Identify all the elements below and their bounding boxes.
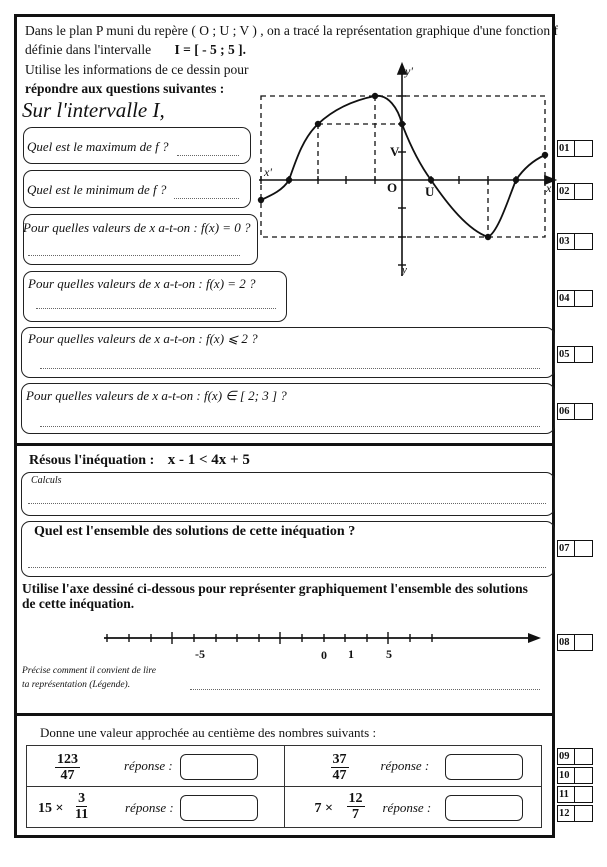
question-box-06 [21, 383, 555, 434]
reponse-label: réponse : [382, 800, 432, 815]
calculs-box [21, 472, 555, 516]
score-cell[interactable] [575, 290, 593, 307]
question-text: Quel est le minimum de f ? [27, 182, 167, 197]
score-cell[interactable] [575, 786, 593, 803]
answer-field[interactable] [36, 308, 276, 309]
inequation-prompt [29, 452, 250, 469]
approx-cell-11 [27, 787, 285, 828]
axis-instruction: Utilise l'axe dessiné ci-dessous pour représenter graphiquement l'ensemble des solutions de cette inéquation. [22, 581, 528, 611]
answer-input-10[interactable] [445, 754, 523, 780]
unit-x-label: U [425, 184, 435, 199]
approx-instruction: Donne une valeur approchée au centième des nombres suivants : [40, 725, 377, 740]
reponse-label: réponse : [125, 800, 174, 815]
approx-cell-10 [284, 746, 542, 787]
y-axis-bottom-label: y [402, 264, 407, 276]
question-text: Quel est l'ensemble des solutions de cette inéquation ? [34, 524, 356, 539]
score-box-02: 02 [557, 183, 595, 200]
section-heading: Sur l'intervalle I, [22, 98, 165, 122]
score-cell[interactable] [575, 805, 593, 822]
calculs-field[interactable] [28, 503, 546, 504]
question-text: Pour quelles valeurs de x a-t-on : f(x) ⩽ 2 ? [28, 331, 258, 346]
interval-definition: I = [ - 5 ; 5 ]. [174, 42, 246, 57]
score-box-05: 05 [557, 346, 595, 363]
score-box-07: 07 [557, 540, 595, 557]
fraction: $\frac{3}{11}$ [75, 791, 89, 822]
calculs-label: Calculs [31, 475, 62, 486]
score-box-04: 04 [557, 290, 595, 307]
section-divider [14, 443, 555, 446]
question-box-02 [23, 170, 251, 208]
question-text: Pour quelles valeurs de x a-t-on : f(x) = 0 ? [23, 220, 251, 235]
question-text: Pour quelles valeurs de x a-t-on : f(x) = 2 ? [28, 276, 256, 291]
question-text: Pour quelles valeurs de x a-t-on : f(x) ∈ [ 2; 3 ] ? [26, 388, 287, 403]
approx-cell-09 [27, 746, 285, 787]
score-box-10: 10 [557, 767, 595, 784]
intro-line-3: Utilise les informations de ce dessin pour [25, 62, 249, 77]
legend-instruction [22, 664, 156, 692]
score-box-11: 11 [557, 786, 595, 803]
curve-points [258, 93, 548, 240]
answer-field[interactable] [174, 198, 239, 199]
number-line-label: -5 [195, 647, 205, 661]
fraction: $\frac{37}{47}$ [332, 752, 347, 783]
intro-line-4: répondre aux questions suivantes : [25, 81, 225, 96]
inequation-expression: x - 1 < 4x + 5 [167, 452, 250, 468]
multiplier: 15 × [38, 801, 64, 816]
x-axis-right-label: x [546, 181, 552, 195]
score-cell[interactable] [575, 748, 593, 765]
inequation-label: Résous l'inéquation : [29, 453, 155, 468]
section-divider [14, 713, 555, 716]
question-box-04 [23, 271, 287, 322]
unit-y-label: V [390, 144, 400, 159]
y-axis-label: y' [405, 64, 413, 78]
approx-table [26, 745, 542, 828]
x-axis-left-label: x' [264, 165, 272, 179]
score-box-03: 03 [557, 233, 595, 250]
question-box-03 [23, 214, 258, 265]
legend-line-2: ta représentation (Légende). [22, 680, 131, 690]
function-graph [250, 60, 560, 290]
score-cell[interactable] [575, 183, 593, 200]
score-cell[interactable] [575, 634, 593, 651]
reponse-label: réponse : [124, 758, 173, 773]
answer-input-11[interactable] [180, 795, 258, 821]
multiplier: 7 × [314, 801, 333, 816]
intro-line-2-prefix: définie dans l'intervalle [25, 42, 152, 57]
score-cell[interactable] [575, 540, 593, 557]
fraction: $\frac{123}{47}$ [57, 752, 78, 783]
origin-label: O [387, 180, 398, 195]
answer-field[interactable] [28, 567, 546, 568]
score-cell[interactable] [575, 403, 593, 420]
function-curve [261, 96, 545, 237]
answer-field[interactable] [177, 155, 239, 156]
score-cell[interactable] [575, 346, 593, 363]
answer-field[interactable] [40, 426, 540, 427]
approx-cell-12 [284, 787, 542, 828]
fraction: $\frac{12}{7}$ [348, 791, 363, 822]
legend-line-1: Précise comment il convient de lire [22, 666, 156, 676]
number-line-label: 1 [348, 647, 354, 661]
answer-input-09[interactable] [180, 754, 258, 780]
answer-input-12[interactable] [445, 795, 523, 821]
question-box-07 [21, 521, 555, 577]
score-cell[interactable] [575, 233, 593, 250]
question-box-01 [23, 127, 251, 164]
number-line-label: 5 [386, 647, 392, 661]
legend-field[interactable] [190, 689, 540, 690]
reponse-label: réponse : [380, 758, 430, 773]
score-box-06: 06 [557, 403, 595, 420]
intro-line-1: Dans le plan P muni du repère ( O ; U ; V ) , on a tracé la représentation graphique d'une fonction f [25, 23, 559, 38]
question-text: Quel est le maximum de f ? [27, 139, 169, 154]
score-cell[interactable] [575, 140, 593, 157]
question-box-05 [21, 327, 555, 378]
score-cell[interactable] [575, 767, 593, 784]
score-box-01: 01 [557, 140, 595, 157]
answer-field[interactable] [28, 255, 240, 256]
number-line-label: 0 [321, 648, 327, 662]
answer-field[interactable] [40, 368, 540, 369]
intro-line-2 [25, 40, 246, 59]
score-box-09: 09 [557, 748, 595, 765]
score-box-08: 08 [557, 634, 595, 651]
score-box-12: 12 [557, 805, 595, 822]
